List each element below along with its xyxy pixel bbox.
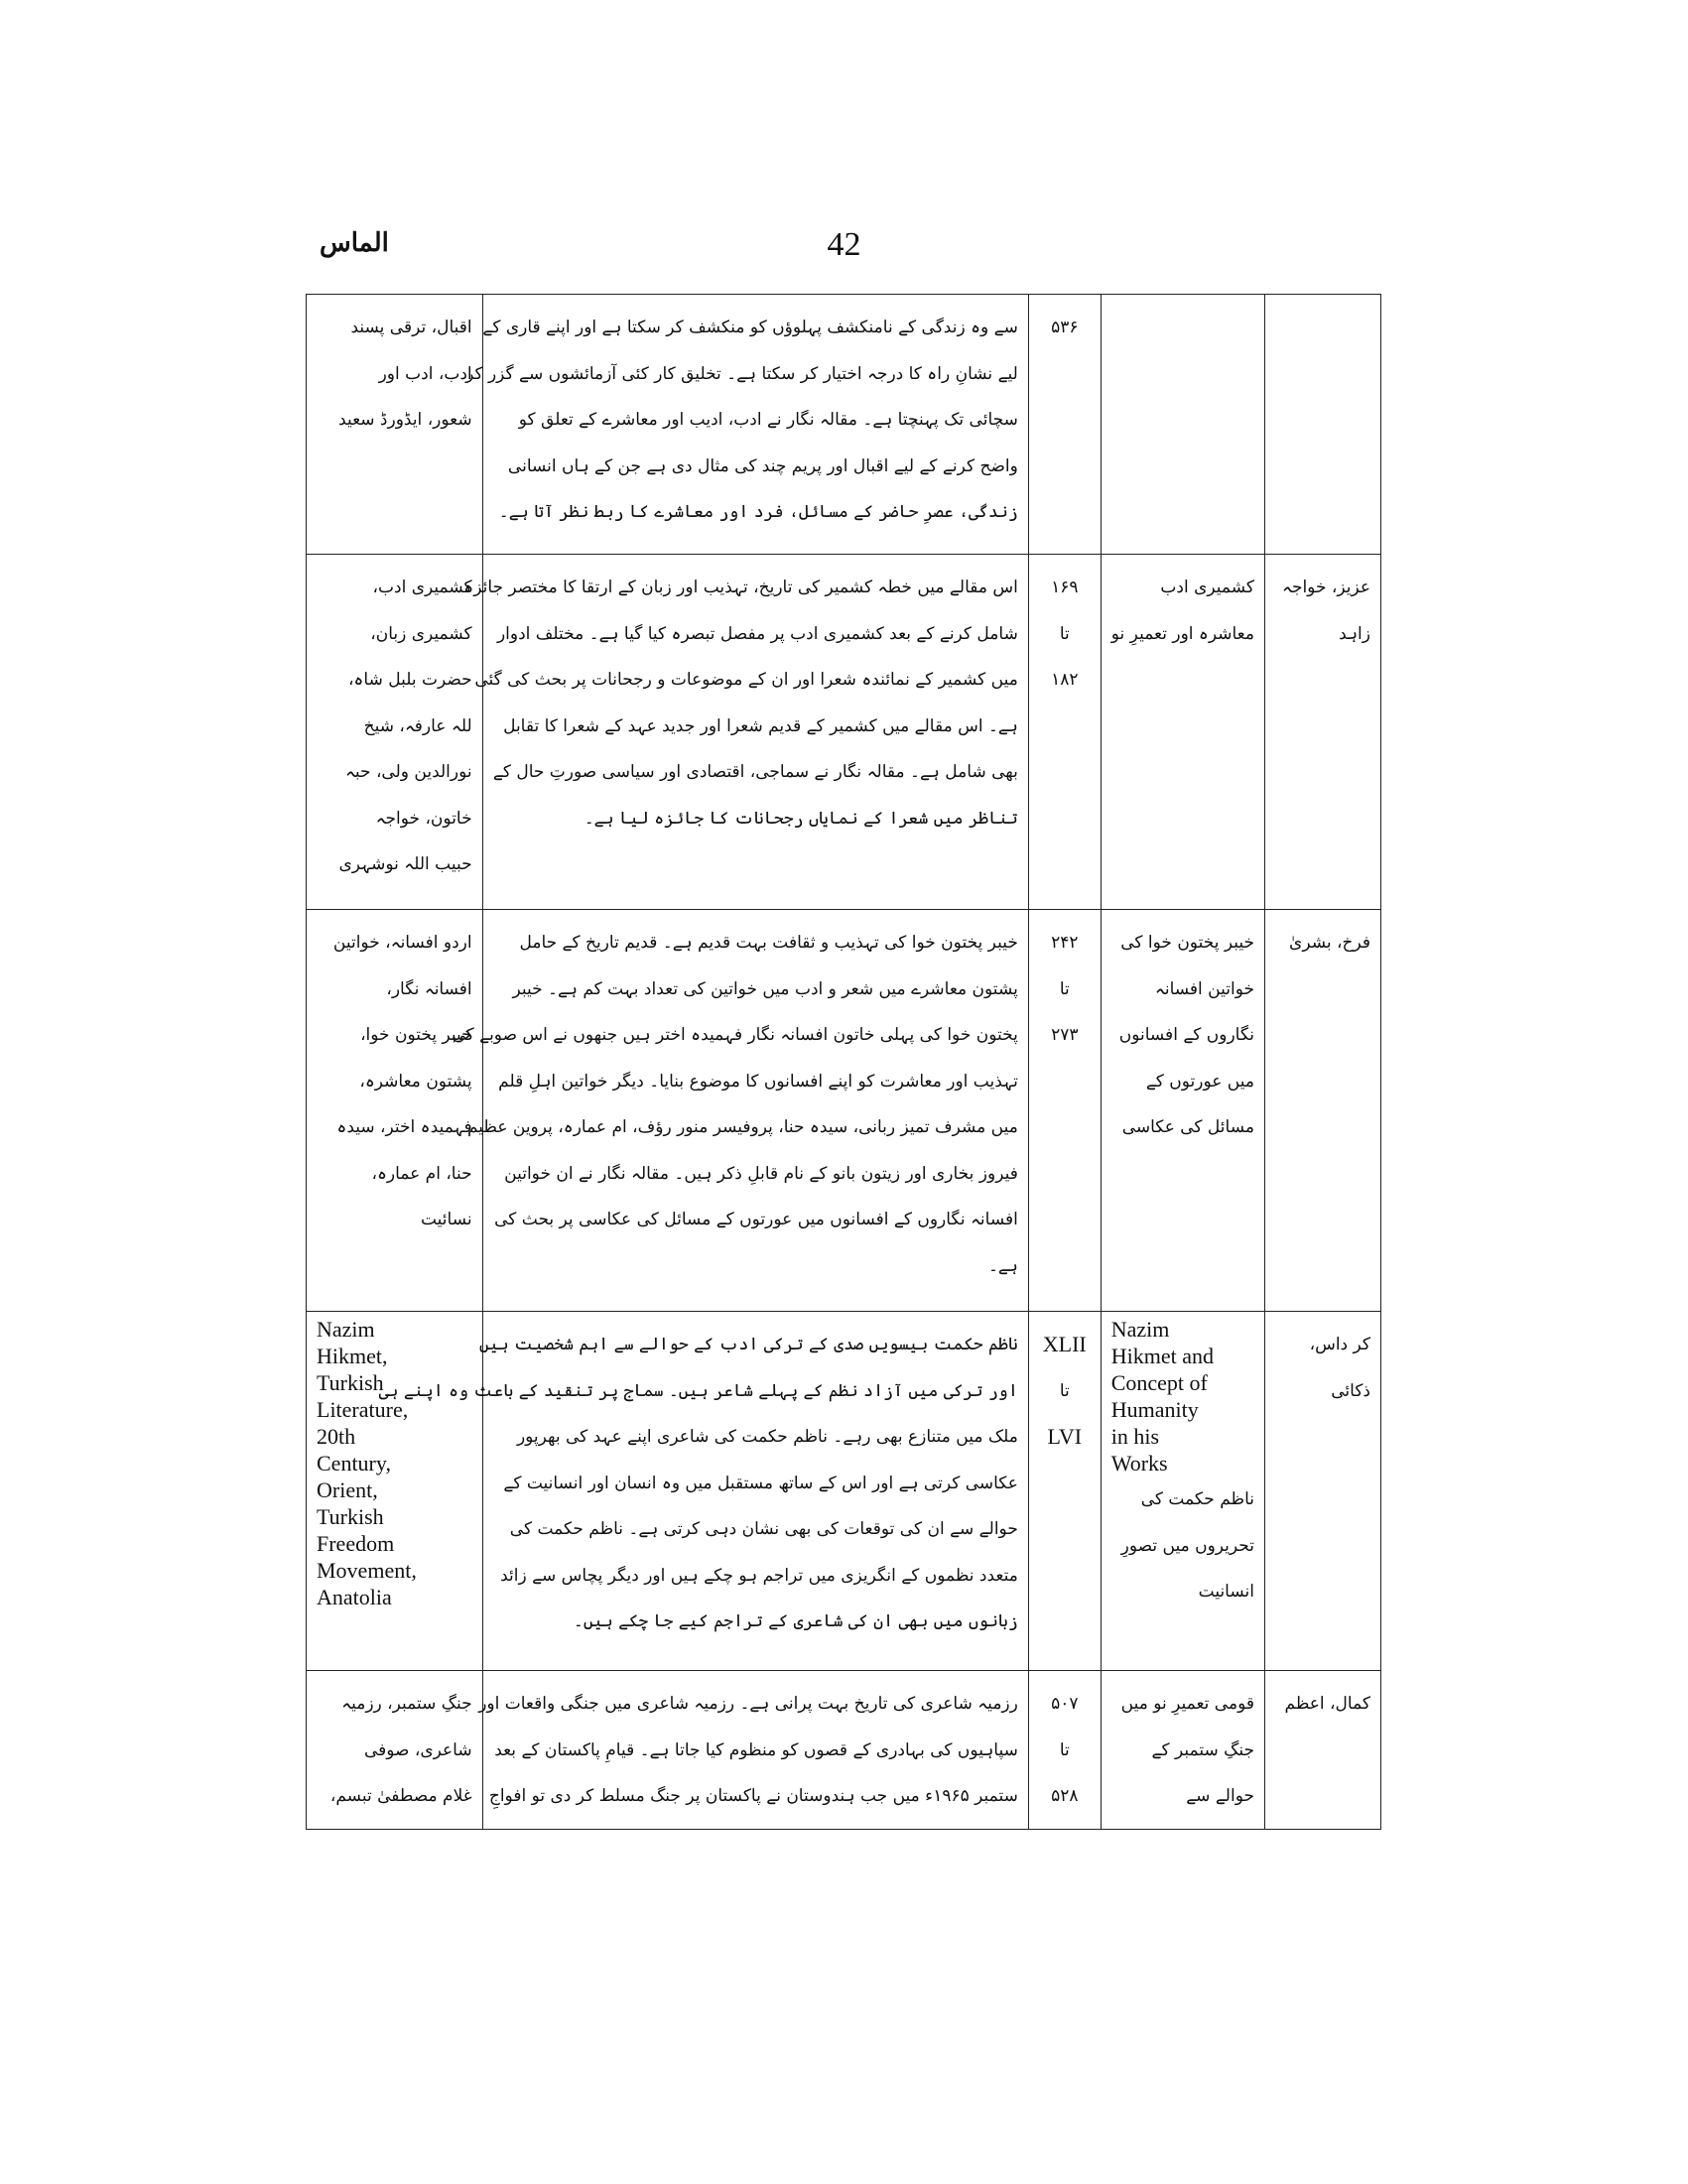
- summary-line: ہے۔ اس مقالے میں کشمیر کے قدیم شعرا اور جدید عہد کے شعرا کا تقابل: [503, 715, 1018, 736]
- keyword-line: Orient,: [317, 1477, 378, 1502]
- page-number: 42: [827, 226, 861, 263]
- keyword-line: Century,: [317, 1451, 391, 1476]
- summary-line: میں مشرف تمیز ربانی، سیدہ حنا، پروفیسر منور رؤف، ام عمارہ، پروین عظیم: [466, 1117, 1018, 1137]
- title-en-line: Concept of: [1110, 1370, 1208, 1395]
- pages-cell: [1028, 1671, 1101, 1830]
- summary-line: خیبر پختون خوا کی تہذیب و ثقافت بہت قدیم ہے۔ قدیم تاریخ کے حامل: [519, 933, 1018, 953]
- page-range-start: ۱۶۹: [1051, 578, 1079, 597]
- title-ur-line: ناظم حکمت کی: [1140, 1489, 1254, 1509]
- keywords-cell: [307, 1671, 483, 1830]
- page-range-start: ۵۰۷: [1051, 1694, 1079, 1714]
- title-en-line: Humanity: [1110, 1397, 1199, 1422]
- summary-line: پشتون معاشرے میں شعر و ادب میں خواتین کی تعداد بہت کم ہے۔ خیبر: [512, 978, 1018, 999]
- keywords-cell: [307, 910, 483, 1312]
- summary-line: افسانہ نگاروں کے افسانوں میں عورتوں کے مسائل کی عکاسی پر بحث کی: [494, 1210, 1018, 1229]
- summary-line: ستمبر ۱۹۶۵ء میں جب ہندوستان نے پاکستان پر جنگ مسلط کر دی تو افواجِ: [488, 1786, 1018, 1806]
- pages-cell: [1028, 555, 1101, 910]
- title-cell: خیبر پختون خوا کی خواتین افسانہ نگاروں کے افسانوں میں عورتوں کے مسائل کی عکاسی: [1101, 910, 1264, 1312]
- keyword-line: للہ عارفہ، شیخ: [363, 715, 472, 736]
- keyword-line: 20th: [317, 1424, 356, 1449]
- summary-line: پختون خوا کی پہلی خاتون افسانہ نگار فہمیدہ اختر ہیں جنھوں نے اس صوبے کی: [452, 1025, 1018, 1045]
- keyword-line: خیبر پختون خوا،: [360, 1025, 472, 1045]
- title-cell: [1101, 295, 1264, 555]
- article-index-table: [306, 294, 1381, 1830]
- page-range-text: ۵۳۶: [1051, 318, 1079, 337]
- keyword-line: حبیب اللہ نوشہری: [338, 854, 472, 874]
- keyword-line: ادب، ادب اور: [378, 363, 472, 384]
- summary-line: زبانوں میں بھی ان کی شاعری کے تراجم کیے جا چکے ہیں۔: [573, 1611, 1018, 1631]
- keyword-line: Turkish: [317, 1504, 384, 1529]
- table-row: [307, 1312, 1381, 1671]
- keywords-cell: [307, 295, 483, 555]
- summary-line: شامل کرنے کے بعد کشمیری ادب پر مفصل تبصرہ کیا گیا ہے۔ مختلف ادوار: [496, 623, 1018, 644]
- keyword-line: جنگِ ستمبر، رزمیہ: [341, 1694, 472, 1714]
- keyword-line: پشتون معاشرہ،: [359, 1071, 472, 1092]
- summary-line: سچائی تک پہنچتا ہے۔ مقالہ نگار نے ادب، ادیب اور معاشرے کے تعلق کو: [518, 410, 1018, 430]
- keyword-line: Turkish: [317, 1370, 384, 1395]
- keyword-line: Freedom: [317, 1531, 395, 1556]
- summary-cell: [378, 1312, 1028, 1671]
- table-row: [307, 910, 1381, 1312]
- summary-line: بھی شامل ہے۔ مقالہ نگار نے سماجی، اقتصادی اور سیاسی صورتِ حال کے: [492, 762, 1018, 782]
- table-row: [307, 555, 1381, 910]
- summary-line: عکاسی کرتی ہے اور اس کے ساتھ مستقبل میں وہ انسان اور انسانیت کے: [503, 1473, 1018, 1493]
- summary-cell: [452, 910, 1028, 1312]
- keyword-line: شعور، ایڈورڈ سعید: [338, 410, 472, 430]
- keyword-line: نسائیت: [420, 1210, 472, 1229]
- page-range-sep: تا: [1059, 1739, 1070, 1760]
- summary-line: تہذیب اور معاشرت کو اپنے افسانوں کا موضوع بنایا۔ دیگر خواتین اہلِ قلم: [498, 1071, 1018, 1092]
- keyword-line: اردو افسانہ، خواتین: [332, 933, 472, 953]
- journal-title: الماس: [320, 228, 389, 258]
- page-range-end: ۱۸۲: [1051, 670, 1079, 690]
- pages-cell: [1028, 295, 1101, 555]
- summary-cell: [463, 555, 1028, 910]
- summary-line: میں کشمیر کے نمائندہ شعرا اور ان کے موضوعات و رجحانات پر بحث کی گئی: [474, 670, 1018, 690]
- page-range-end: LVI: [1047, 1424, 1083, 1449]
- title-cell: [1101, 1312, 1264, 1671]
- summary-line: ملک میں متنازع بھی رہے۔ ناظم حکمت کی شاعری اپنے عہد کی بھرپور: [516, 1427, 1018, 1447]
- summary-cell: [478, 1671, 1028, 1830]
- summary-line: اس مقالے میں خطہ کشمیر کی تاریخ، تہذیب اور زبان کے ارتقا کا مختصر جائزہ: [463, 578, 1018, 597]
- keyword-line: کشمیری ادب،: [372, 578, 472, 597]
- keyword-line: شاعری، صوفی: [363, 1739, 472, 1760]
- keyword-line: غلام مصطفیٰ تبسم،: [329, 1786, 472, 1806]
- pages-cell: [1028, 910, 1101, 1312]
- keyword-line: Nazim: [317, 1317, 375, 1342]
- author-cell: کر داس، ذکائی: [1264, 1312, 1380, 1671]
- title-en-line: Nazim: [1110, 1317, 1170, 1342]
- summary-line: سپاہیوں کی بہادری کے قصوں کو منظوم کیا جاتا ہے۔ قیامِ پاکستان کے بعد: [494, 1739, 1018, 1760]
- table-row: [307, 1671, 1381, 1830]
- keyword-line: فہمیدہ اختر، سیدہ: [336, 1117, 472, 1137]
- keyword-line: خاتون، خواجہ: [375, 808, 472, 829]
- keywords-cell: [307, 555, 483, 910]
- summary-line: لیے نشانِ راہ کا درجہ اختیار کر سکتا ہے۔ تخلیق کار کئی آزمائشوں سے گزر کر: [465, 363, 1018, 384]
- keyword-line: Anatolia: [317, 1585, 392, 1609]
- keyword-line: حنا، ام عمارہ،: [371, 1163, 472, 1184]
- keywords-cell: [307, 1312, 483, 1671]
- page-range-end: ۲۷۳: [1051, 1025, 1079, 1045]
- author-cell: عزیز، خواجہ زاہد: [1264, 555, 1380, 910]
- summary-line: فیروز بخاری اور زیتون بانو کے نام قابلِ ذکر ہیں۔ مقالہ نگار نے ان خواتین: [504, 1163, 1018, 1184]
- page-range-sep: تا: [1059, 978, 1070, 999]
- author-cell: [1264, 295, 1380, 555]
- summary-line: متعدد نظموں کے انگریزی میں تراجم ہو چکے ہیں اور دیگر پچاس سے زائد: [500, 1565, 1018, 1586]
- page-range-start: ۲۴۲: [1051, 933, 1079, 953]
- summary-line: ہے۔: [987, 1255, 1018, 1276]
- title-en-line: in his: [1110, 1424, 1160, 1449]
- page-range-sep: تا: [1059, 1380, 1070, 1401]
- title-cell: قومی تعمیرِ نو میں جنگِ ستمبر کے حوالے سے: [1101, 1671, 1264, 1830]
- title-cell: کشمیری ادب معاشرہ اور تعمیرِ نو: [1101, 555, 1264, 910]
- keyword-line: حضرت بلبل شاہ،: [347, 670, 472, 690]
- summary-line: واضح کرنے کے لیے اقبال اور پریم چند کی مثال دی ہے جن کے ہاں انسانی: [507, 455, 1018, 476]
- keyword-line: نورالدین ولی، حبہ: [344, 762, 472, 782]
- pages-cell: [1028, 1312, 1101, 1671]
- keyword-line: افسانہ نگار،: [386, 978, 472, 999]
- keyword-line: Movement,: [317, 1558, 417, 1583]
- keyword-line: کشمیری زبان،: [370, 623, 472, 644]
- page-range-start: XLII: [1042, 1332, 1087, 1356]
- author-cell: کمال، اعظم: [1264, 1671, 1380, 1830]
- summary-line: تناظر میں شعرا کے نمایاں رجحانات کا جائزہ لیا ہے۔: [584, 808, 1018, 829]
- summary-line: اور ترکی میں آزاد نظم کے پہلے شاعر ہیں۔ سماج پر تنقید کے باعث وہ اپنے ہی: [378, 1380, 1018, 1401]
- title-en-line: Hikmet and: [1110, 1344, 1214, 1368]
- summary-line: سے وہ زندگی کے نامنکشف پہلوؤں کو منکشف کر سکتا ہے اور اپنے قاری کے: [482, 318, 1018, 337]
- keyword-line: Literature,: [317, 1397, 409, 1422]
- author-cell: فرخ، بشریٰ: [1264, 910, 1380, 1312]
- title-ur-line: تحریروں میں تصورِ: [1120, 1535, 1254, 1556]
- page-range-sep: تا: [1059, 623, 1070, 644]
- page-range-end: ۵۲۸: [1051, 1786, 1079, 1806]
- keyword-line: Hikmet,: [317, 1344, 388, 1368]
- summary-line: رزمیہ شاعری کی تاریخ بہت پرانی ہے۔ رزمیہ شاعری میں جنگی واقعات اور: [478, 1694, 1018, 1714]
- summary-line: ناظم حکمت بیسویں صدی کے ترکی ادب کے حوالے سے اہم شخصیت ہیں: [478, 1335, 1018, 1354]
- table-row: [307, 295, 1381, 555]
- title-en-line: Works: [1110, 1451, 1168, 1476]
- summary-cell: [465, 295, 1028, 555]
- summary-line: زندگی، عصرِ حاضر کے مسائل، فرد اور معاشرے کا ربط نظر آتا ہے۔: [498, 502, 1018, 522]
- keyword-line: اقبال، ترقی پسند: [350, 318, 472, 337]
- title-ur-line: انسانیت: [1198, 1582, 1254, 1602]
- summary-line: حوالے سے ان کی توقعات کی بھی نشان دہی کرتی ہے۔ ناظم حکمت کی: [509, 1519, 1018, 1539]
